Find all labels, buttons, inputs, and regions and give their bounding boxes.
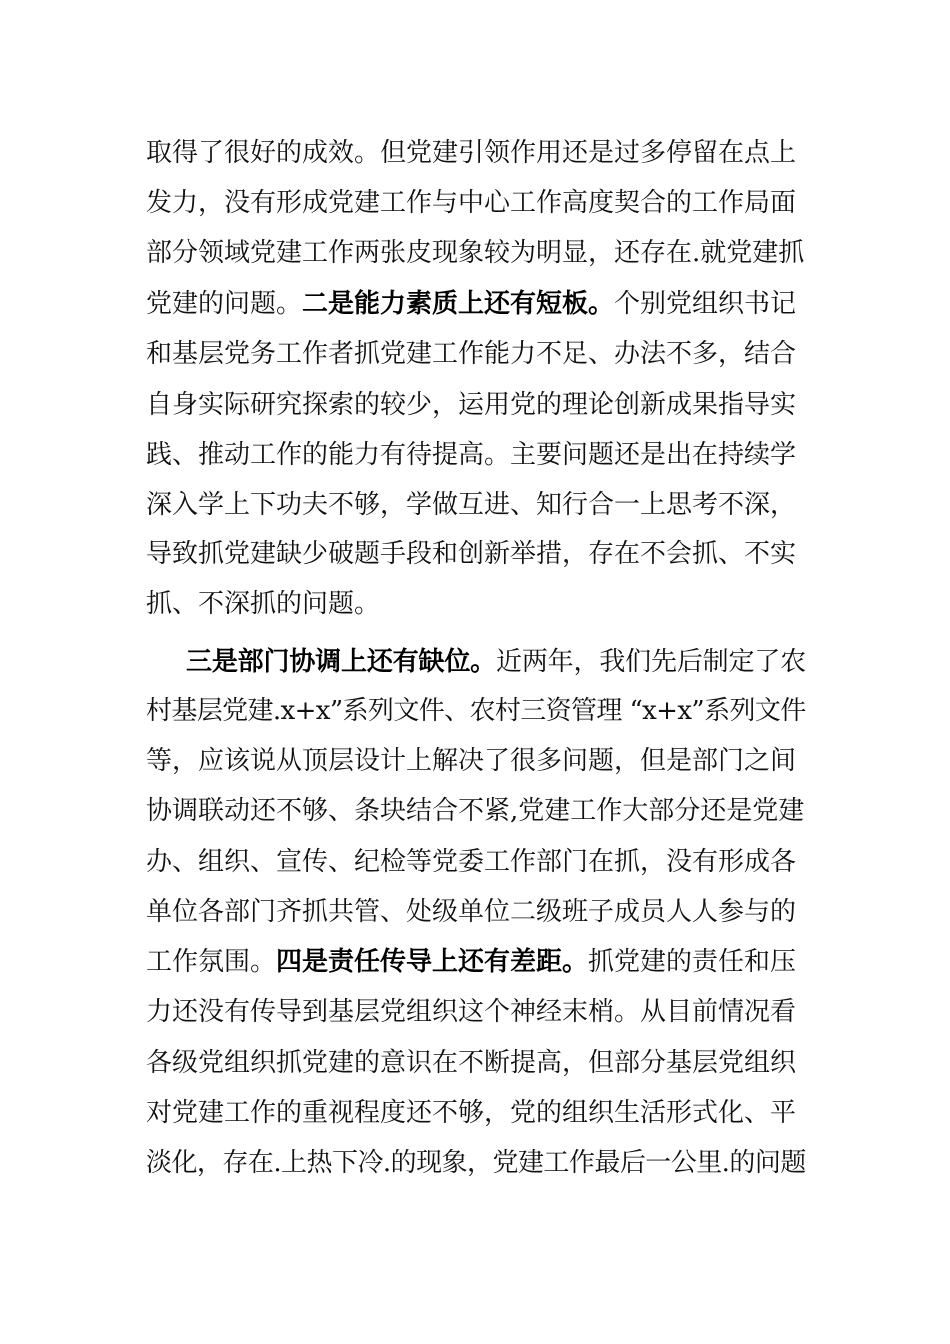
text-line: 自身实际研究探索的较少，运用党的理论创新成果指导实 (146, 390, 797, 420)
bold-heading: 三是部门协调上还有缺位。 (186, 647, 497, 677)
text-line: 践、推动工作的能力有待提高。主要问题还是出在持续学 (146, 440, 797, 470)
text-line: 村基层党建.x+x”系列文件、农村三资管理 “x+x”系列文件 (146, 696, 806, 726)
text-line: 导致抓党建缺少破题手段和创新举措，存在不会抓、不实 (146, 539, 797, 569)
text-line: 对党建工作的重视程度还不够，党的组织生活形式化、平 (146, 1098, 797, 1128)
text-line: 工作氛围。四是责任传导上还有差距。抓党建的责任和压 (146, 947, 797, 977)
text-line: 和基层党务工作者抓党建工作能力不足、办法不多，结合 (146, 339, 797, 369)
bold-heading: 二是能力素质上还有短板。 (302, 289, 615, 319)
text-line: 各级党组织抓党建的意识在不断提高，但部分基层党组织 (146, 1048, 797, 1078)
text-line: 抓、不深抓的问题。 (146, 589, 381, 619)
text-line: 等，应该说从顶层设计上解决了很多问题，但是部门之间 (146, 746, 797, 776)
text-line: 办、组织、宣传、纪检等党委工作部门在抓，没有形成各 (146, 847, 797, 877)
text-line: 淡化，存在.上热下冷.的现象，党建工作最后一公里.的问题 (146, 1148, 806, 1178)
text-line: 党建的问题。二是能力素质上还有短板。个别党组织书记 (146, 289, 797, 319)
bold-heading: 四是责任传导上还有差距。 (276, 947, 589, 977)
text-line: 部分领域党建工作两张皮现象较为明显，还存在.就党建抓 (146, 238, 805, 268)
text-line: 三是部门协调上还有缺位。近两年，我们先后制定了农 (186, 647, 807, 677)
text-line: 力还没有传导到基层党组织这个神经末梢。从目前情况看 (146, 997, 797, 1027)
text-line: 深入学上下功夫不够，学做互进、知行合一上思考不深， (146, 490, 797, 520)
text-line: 单位各部门齐抓共管、处级单位二级班子成员人人参与的 (146, 897, 797, 927)
text-line: 协调联动还不够、条块结合不紧,党建工作大部分还是党建 (146, 796, 805, 826)
text-line: 发力，没有形成党建工作与中心工作高度契合的工作局面 (146, 188, 797, 218)
text-line: 取得了很好的成效。但党建引领作用还是过多停留在点上 (146, 138, 797, 168)
